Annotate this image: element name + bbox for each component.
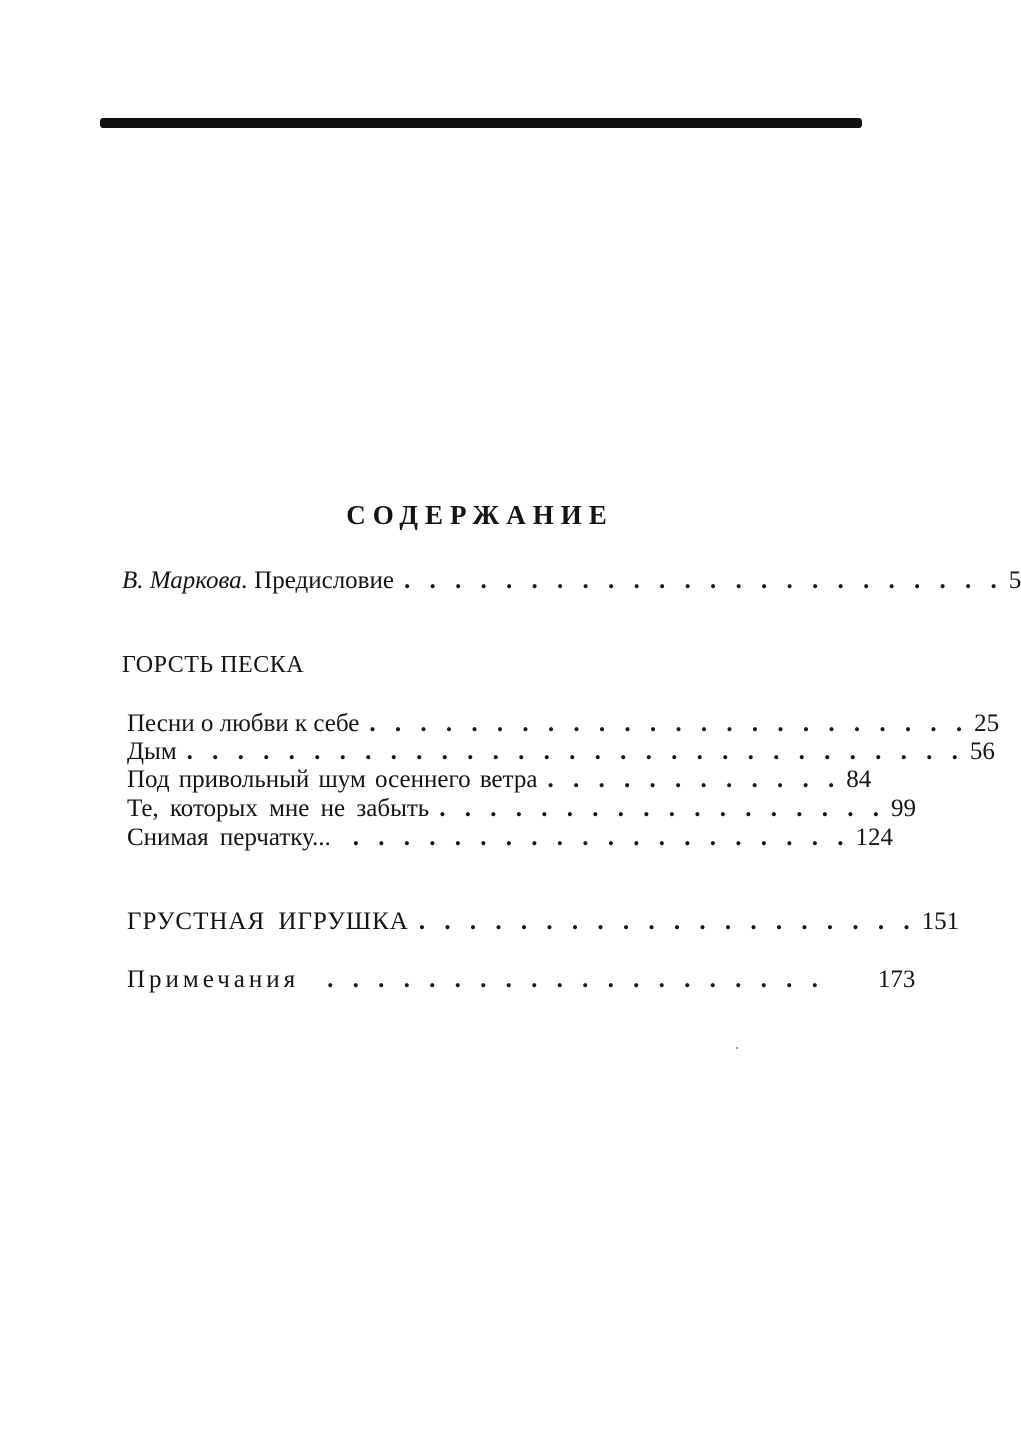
dot-leader: . . . . . . . . . . . . . . . . . .	[439, 795, 879, 822]
toc-entry-preface	[122, 566, 1021, 596]
toc-entry-title: ГРУСТНАЯ ИГРУШКА	[127, 908, 409, 935]
toc-entry	[127, 737, 995, 767]
toc-entry-title: Предисловие	[254, 567, 394, 594]
toc-entry-page: 25	[974, 710, 1000, 737]
dot-leader: . . . . . . . . . . . .	[547, 766, 835, 793]
toc-entry	[127, 823, 894, 853]
dot-leader: . . . . . . . . . . . . . . . . . . . . . . . .	[369, 710, 963, 737]
dot-leader: . . . . . . . . . . . . . . . . . . . . . . . . . . . . . . .	[186, 738, 958, 765]
toc-entry-page: 124	[855, 824, 894, 851]
toc-entry-title: Песни о любви к себе	[127, 710, 360, 737]
toc-entry	[127, 765, 872, 795]
scan-speck	[736, 1047, 738, 1049]
toc-entry-page: 151	[921, 908, 960, 935]
toc-entry-title: Примечания	[127, 966, 300, 993]
toc-entry	[127, 709, 1000, 739]
toc-entry-page: 84	[846, 766, 872, 793]
dot-leader: . . . . . . . . . . . . . . . . . . . .	[327, 966, 818, 993]
dot-leader: . . . . . . . . . . . . . . . . . . . .	[418, 908, 910, 935]
toc-entry-title: Под привольный шум осеннего ветра	[127, 766, 538, 793]
toc-entry-page: 99	[890, 795, 916, 822]
section-heading: ГОРСТЬ ПЕСКА	[122, 652, 305, 678]
toc-entry-page: 173	[877, 966, 916, 993]
toc-entry-title: Снимая перчатку...	[127, 824, 331, 851]
toc-entry-title: Дым	[127, 738, 177, 765]
toc-entry-author: В. Маркова.	[122, 567, 248, 594]
toc-entry-notes	[127, 965, 916, 995]
dot-leader: . . . . . . . . . . . . . . . . . . . . . . . .	[403, 567, 997, 594]
top-rule	[100, 118, 862, 128]
toc-entry-section2	[127, 907, 960, 937]
toc-entry-label	[122, 566, 394, 596]
toc-entry	[127, 794, 916, 824]
toc-entry-page: 5	[1008, 567, 1021, 594]
toc-entry-page: 56	[969, 738, 995, 765]
toc-title: СОДЕРЖАНИЕ	[346, 500, 614, 530]
toc-entry-title: Те, которых мне не забыть	[127, 795, 430, 822]
dot-leader: . . . . . . . . . . . . . . . . . . . .	[352, 824, 844, 851]
